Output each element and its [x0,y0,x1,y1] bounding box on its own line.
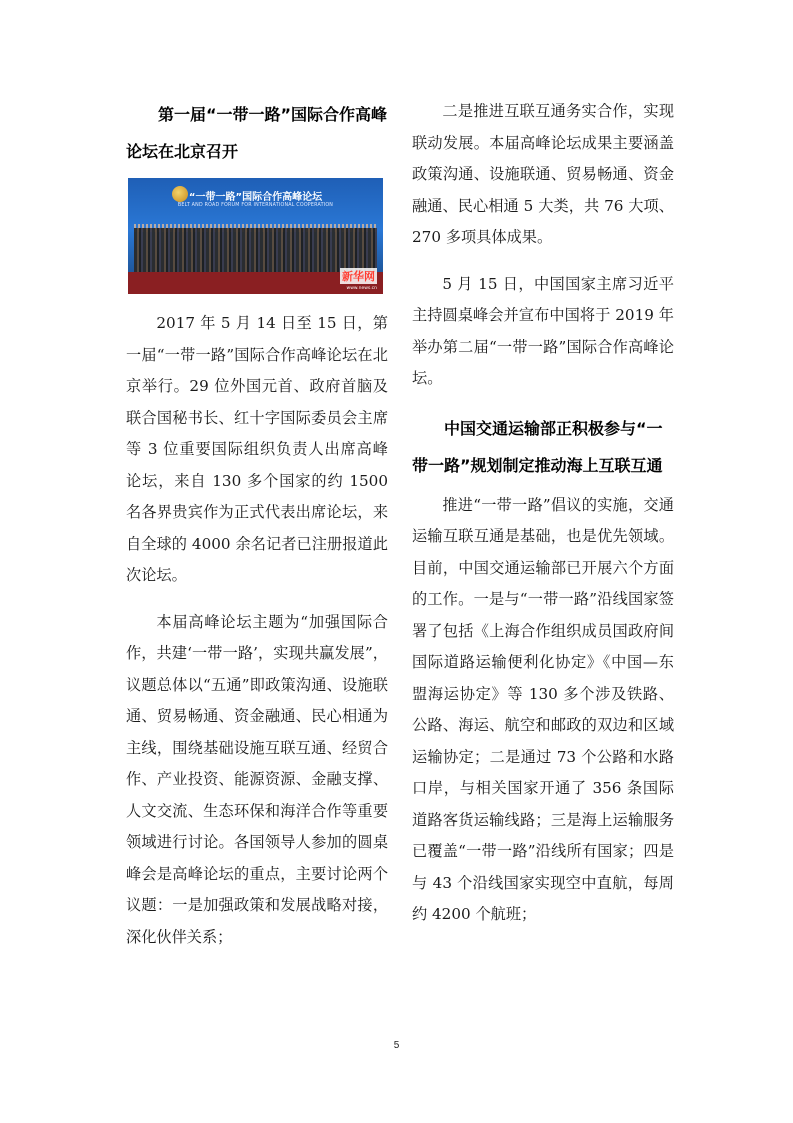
left-column [126,96,388,953]
photo-banner-title: “一带一路”国际合作高峰论坛 [188,192,323,203]
right-column [412,96,674,931]
paragraph: 2017 年 5 月 14 日至 15 日，第一届“一带一路”国际合作高峰论坛在北京举行。29 位外国元首、政府首脑及联合国秘书长、红十字国际委员会主席等 3 位重要国际组织负责人出席高峰论坛，来自 130 多个国家的约 1500 名各界贵宾作为正式代表出席论坛，来自全球的 4000 余名记者已注册报道此次论坛。 [126,314,388,584]
page-number: 5 [393,1040,400,1051]
paragraph: 5 月 15 日，中国国家主席习近平主持圆桌峰会并宣布中国将于 2019 年举办第二届“一带一路”国际合作高峰论坛。 [412,274,674,387]
paragraph: 本届高峰论坛主题为“加强国际合作，共建‘一带一路’，实现共赢发展”，议题总体以“五通”即政策沟通、设施联通、贸易畅通、资金融通、民心相通为主线，围绕基础设施互联互通、经贸合作、产业投资、能源资源、金融支撑、人文交流、生态环保和海洋合作等重要领域进行讨论。各国领导人参加的圆桌峰会是高峰论坛的重点，主要讨论两个议题：一是加强政策和发展战略对接，深化伙伴关系； [126,612,388,946]
article-headline-forum: 第一届“一带一路”国际合作高峰论坛在北京召开 [126,105,388,161]
paragraph: 推进“一带一路”倡议的实施，交通运输互联互通是基础，也是优先领域。目前，中国交通运输部已开展六个方面的工作。一是与“一带一路”沿线国家签署了包括《上海合作组织成员国政府间国际道路运输便利化协定》《中国—东盟海运协定》等 130 多个涉及铁路、公路、海运、航空和邮政的双边和区域运输协定；二是通过 73 个公路和水路口岸，与相关国家开通了 356 条国际道路客货运输线路；三是海上运输服务已覆盖“一带一路”沿线所有国家；四是与 43 个沿线国家实现空中直航，每周约 4200 个航班； [412,495,674,923]
article-headline-transport: 中国交通运输部正积极参与“一带一路”规划制定推动海上互联互通 [412,418,663,475]
photo-watermark: 新华网 [342,270,375,283]
photo-banner-subtitle: BELT AND ROAD FORUM FOR INTERNATIONAL COOPERATION [177,203,334,208]
paragraph: 二是推进互联互通务实合作，实现联动发展。本届高峰论坛成果主要涵盖政策沟通、设施联通、贸易畅通、资金融通、民心相通 5 大类，共 76 大项、270 多项具体成果。 [412,102,674,246]
photo-watermark-url: www.news.cn [346,286,377,291]
photo-crowd [134,228,377,272]
forum-group-photo [128,178,383,294]
